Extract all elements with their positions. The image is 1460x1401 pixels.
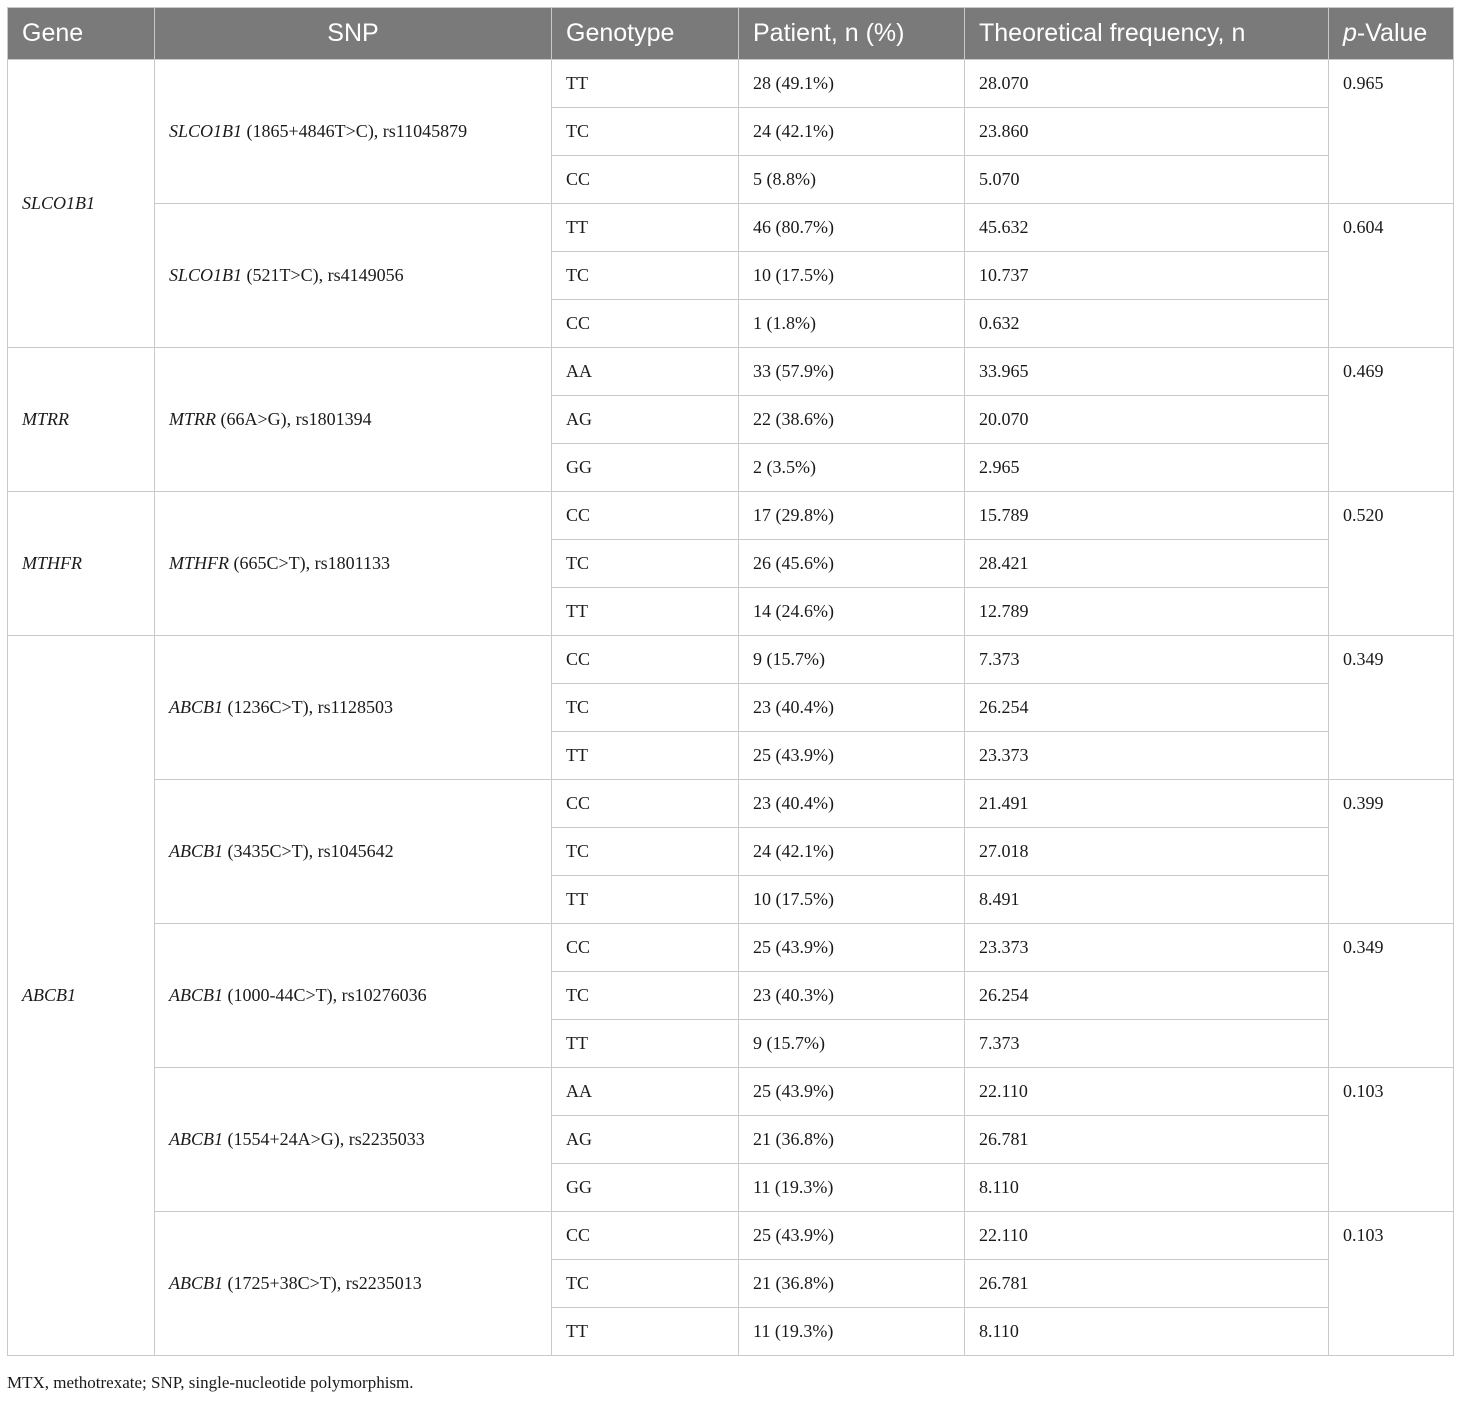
theoretical-frequency-cell: 2.965 (965, 444, 1329, 492)
p-value-cell: 0.469 (1329, 348, 1454, 492)
patient-cell: 25 (43.9%) (739, 732, 965, 780)
snp-gene-name: MTHFR (169, 553, 229, 573)
snp-gene-name: SLCO1B1 (169, 265, 243, 285)
theoretical-frequency-cell: 23.373 (965, 732, 1329, 780)
theoretical-frequency-cell: 28.421 (965, 540, 1329, 588)
p-value-cell: 0.399 (1329, 780, 1454, 924)
header-genotype: Genotype (552, 8, 739, 60)
p-value-cell: 0.520 (1329, 492, 1454, 636)
gene-cell: ABCB1 (8, 636, 155, 1356)
genotype-cell: TC (552, 252, 739, 300)
patient-cell: 9 (15.7%) (739, 1020, 965, 1068)
genotype-cell: TT (552, 60, 739, 108)
table-footnote: MTX, methotrexate; SNP, single-nucleotide polymorphism. (7, 1373, 414, 1392)
snp-gene-name: ABCB1 (169, 841, 223, 861)
snp-variant: (521T>C), rs4149056 (242, 265, 404, 285)
snp-cell (155, 780, 552, 924)
header-snp: SNP (155, 8, 552, 60)
patient-cell: 28 (49.1%) (739, 60, 965, 108)
genotype-cell: GG (552, 1164, 739, 1212)
table-body (8, 60, 1454, 1356)
genotype-table (7, 7, 1454, 1356)
snp-gene-name: ABCB1 (169, 985, 223, 1005)
patient-cell: 2 (3.5%) (739, 444, 965, 492)
patient-cell: 23 (40.4%) (739, 780, 965, 828)
theoretical-frequency-cell: 26.781 (965, 1260, 1329, 1308)
genotype-cell: TT (552, 1308, 739, 1356)
genotype-cell: CC (552, 300, 739, 348)
patient-cell: 23 (40.4%) (739, 684, 965, 732)
genotype-cell: TC (552, 540, 739, 588)
header-p-value-italic: p (1343, 19, 1357, 47)
theoretical-frequency-cell: 7.373 (965, 636, 1329, 684)
snp-variant: (1865+4846T>C), rs11045879 (242, 121, 468, 141)
table-row (8, 1212, 1454, 1260)
theoretical-frequency-cell: 0.632 (965, 300, 1329, 348)
genotype-cell: AG (552, 1116, 739, 1164)
table-row (8, 204, 1454, 252)
snp-cell (155, 636, 552, 780)
patient-cell: 11 (19.3%) (739, 1308, 965, 1356)
p-value-cell: 0.349 (1329, 636, 1454, 780)
snp-gene-name: ABCB1 (169, 1273, 223, 1293)
patient-cell: 1 (1.8%) (739, 300, 965, 348)
snp-variant: (1236C>T), rs1128503 (223, 697, 393, 717)
patient-cell: 25 (43.9%) (739, 1068, 965, 1116)
snp-variant: (66A>G), rs1801394 (216, 409, 372, 429)
patient-cell: 21 (36.8%) (739, 1260, 965, 1308)
table-row (8, 636, 1454, 684)
snp-variant: (1554+24A>G), rs2235033 (223, 1129, 425, 1149)
snp-cell (155, 1068, 552, 1212)
p-value-cell: 0.349 (1329, 924, 1454, 1068)
header-p-value-rest: -Value (1356, 19, 1428, 47)
genotype-cell: AA (552, 348, 739, 396)
table-row (8, 60, 1454, 108)
genotype-cell: TC (552, 828, 739, 876)
snp-cell (155, 204, 552, 348)
theoretical-frequency-cell: 10.737 (965, 252, 1329, 300)
genotype-cell: TC (552, 1260, 739, 1308)
header-row (8, 8, 1454, 60)
snp-cell (155, 1212, 552, 1356)
theoretical-frequency-cell: 22.110 (965, 1068, 1329, 1116)
patient-cell: 25 (43.9%) (739, 924, 965, 972)
patient-cell: 23 (40.3%) (739, 972, 965, 1020)
genotype-cell: CC (552, 1212, 739, 1260)
genotype-cell: CC (552, 492, 739, 540)
table-row (8, 924, 1454, 972)
patient-cell: 17 (29.8%) (739, 492, 965, 540)
snp-variant: (665C>T), rs1801133 (229, 553, 390, 573)
theoretical-frequency-cell: 27.018 (965, 828, 1329, 876)
gene-cell: MTHFR (8, 492, 155, 636)
header-theoretical-frequency: Theoretical frequency, n (965, 8, 1329, 60)
genotype-cell: CC (552, 636, 739, 684)
theoretical-frequency-cell: 21.491 (965, 780, 1329, 828)
theoretical-frequency-cell: 33.965 (965, 348, 1329, 396)
patient-cell: 26 (45.6%) (739, 540, 965, 588)
p-value-cell: 0.103 (1329, 1212, 1454, 1356)
patient-cell: 14 (24.6%) (739, 588, 965, 636)
genotype-cell: AG (552, 396, 739, 444)
snp-cell (155, 924, 552, 1068)
genotype-cell: CC (552, 156, 739, 204)
patient-cell: 5 (8.8%) (739, 156, 965, 204)
genotype-cell: TC (552, 684, 739, 732)
patient-cell: 33 (57.9%) (739, 348, 965, 396)
theoretical-frequency-cell: 20.070 (965, 396, 1329, 444)
theoretical-frequency-cell: 26.254 (965, 972, 1329, 1020)
theoretical-frequency-cell: 5.070 (965, 156, 1329, 204)
p-value-cell: 0.965 (1329, 60, 1454, 204)
snp-variant: (1000-44C>T), rs10276036 (223, 985, 427, 1005)
table-row (8, 348, 1454, 396)
theoretical-frequency-cell: 45.632 (965, 204, 1329, 252)
theoretical-frequency-cell: 7.373 (965, 1020, 1329, 1068)
snp-cell (155, 348, 552, 492)
genotype-cell: TC (552, 108, 739, 156)
theoretical-frequency-cell: 23.373 (965, 924, 1329, 972)
genotype-cell: CC (552, 924, 739, 972)
theoretical-frequency-cell: 12.789 (965, 588, 1329, 636)
theoretical-frequency-cell: 26.781 (965, 1116, 1329, 1164)
gene-cell: MTRR (8, 348, 155, 492)
genotype-cell: AA (552, 1068, 739, 1116)
genotype-cell: TT (552, 732, 739, 780)
header-patient: Patient, n (%) (739, 8, 965, 60)
snp-variant: (3435C>T), rs1045642 (223, 841, 394, 861)
patient-cell: 25 (43.9%) (739, 1212, 965, 1260)
theoretical-frequency-cell: 22.110 (965, 1212, 1329, 1260)
p-value-cell: 0.103 (1329, 1068, 1454, 1212)
gene-cell: SLCO1B1 (8, 60, 155, 348)
theoretical-frequency-cell: 8.491 (965, 876, 1329, 924)
header-gene: Gene (8, 8, 155, 60)
patient-cell: 24 (42.1%) (739, 108, 965, 156)
snp-cell (155, 492, 552, 636)
table-header (8, 8, 1454, 60)
snp-variant: (1725+38C>T), rs2235013 (223, 1273, 422, 1293)
patient-cell: 22 (38.6%) (739, 396, 965, 444)
snp-cell (155, 60, 552, 204)
theoretical-frequency-cell: 26.254 (965, 684, 1329, 732)
theoretical-frequency-cell: 28.070 (965, 60, 1329, 108)
p-value-cell: 0.604 (1329, 204, 1454, 348)
patient-cell: 46 (80.7%) (739, 204, 965, 252)
snp-gene-name: ABCB1 (169, 1129, 223, 1149)
header-p-value (1329, 8, 1454, 60)
table-row (8, 492, 1454, 540)
theoretical-frequency-cell: 8.110 (965, 1308, 1329, 1356)
genotype-cell: TT (552, 204, 739, 252)
patient-cell: 21 (36.8%) (739, 1116, 965, 1164)
patient-cell: 10 (17.5%) (739, 876, 965, 924)
patient-cell: 24 (42.1%) (739, 828, 965, 876)
snp-gene-name: MTRR (169, 409, 216, 429)
genotype-cell: TC (552, 972, 739, 1020)
table-row (8, 1068, 1454, 1116)
theoretical-frequency-cell: 15.789 (965, 492, 1329, 540)
theoretical-frequency-cell: 23.860 (965, 108, 1329, 156)
genotype-cell: CC (552, 780, 739, 828)
genotype-cell: TT (552, 876, 739, 924)
snp-gene-name: SLCO1B1 (169, 121, 243, 141)
patient-cell: 11 (19.3%) (739, 1164, 965, 1212)
genotype-cell: TT (552, 588, 739, 636)
genotype-cell: TT (552, 1020, 739, 1068)
genotype-cell: GG (552, 444, 739, 492)
patient-cell: 9 (15.7%) (739, 636, 965, 684)
snp-gene-name: ABCB1 (169, 697, 223, 717)
theoretical-frequency-cell: 8.110 (965, 1164, 1329, 1212)
table-row (8, 780, 1454, 828)
patient-cell: 10 (17.5%) (739, 252, 965, 300)
